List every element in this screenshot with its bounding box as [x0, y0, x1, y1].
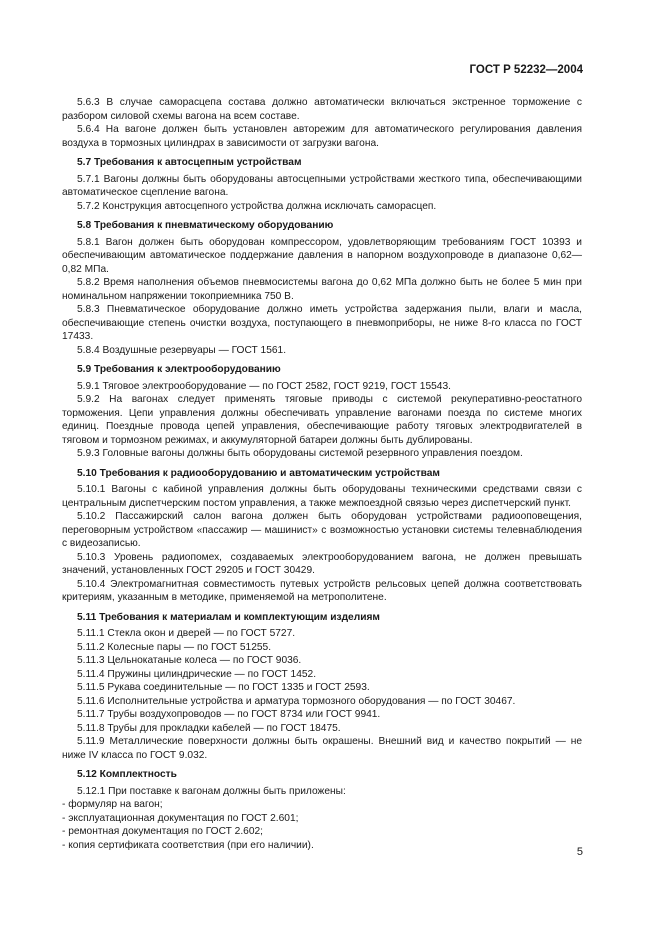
paragraph-5-6-4: 5.6.4 На вагоне должен быть установлен авторежим для автоматического регулирования давления воздуха в тормозных цилиндрах в зависимости от загрузки вагона. [62, 124, 582, 149]
page-number: 5 [576, 846, 583, 858]
paragraph-5-10-3: 5.10.3 Уровень радиопомех, создаваемых электрооборудованием вагона, не должен превышать значений, установленных ГОСТ 29205 и ГОСТ 30429. [62, 551, 582, 576]
paragraph-5-8-2: 5.8.2 Время наполнения объемов пневмосистемы вагона до 0,62 МПа должно быть не более 5 мин при номинальном напряжении токоприемника 750 В. [62, 277, 582, 302]
paragraph-5-10-4: 5.10.4 Электромагнитная совместимость путевых устройств рельсовых цепей должна соответствовать критериям, указанным в методике, применяемой на метрополитене. [62, 578, 582, 603]
paragraph-5-11-7: 5.11.7 Трубы воздухопроводов — по ГОСТ 8734 или ГОСТ 9941. [77, 709, 381, 720]
list-item: - ремонтная документация по ГОСТ 2.602; [62, 826, 263, 837]
paragraph-5-9-2: 5.9.2 На вагонах следует применять тяговые приводы с системой рекуперативно-реостатного торможения. Цепи управления должны обеспечивать управление вагонами поезда по системе многих единиц. Поездные провода цепей управления, обеспечивающие работу тяговых электродвигателей в тяговом и тормозном режимах, и аккумуляторной батареи должны быть дублированы. [62, 394, 582, 446]
paragraph-5-9-3: 5.9.3 Головные вагоны должны быть оборудованы системой резервного управления поездом. [77, 448, 523, 459]
paragraph-5-11-5: 5.11.5 Рукава соединительные — по ГОСТ 1335 и ГОСТ 2593. [77, 682, 370, 693]
section-heading-5-7: 5.7 Требования к автосцепным устройствам [77, 157, 302, 168]
section-heading-5-9: 5.9 Требования к электрооборудованию [77, 364, 281, 375]
paragraph-5-6-3: 5.6.3 В случае саморасцепа состава должно автоматически включаться экстренное торможение с разбором силовой схемы вагона на всем составе. [62, 97, 582, 122]
paragraph-5-11-8: 5.11.8 Трубы для прокладки кабелей — по ГОСТ 18475. [77, 722, 341, 734]
paragraph-5-11-1: 5.11.1 Стекла окон и дверей — по ГОСТ 5727. [77, 628, 296, 639]
paragraph-5-11-4: 5.11.4 Пружины цилиндрические — по ГОСТ 1452. [77, 668, 317, 680]
paragraph-5-12-1: 5.12.1 При поставке к вагонам должны быть приложены: [77, 785, 346, 797]
list-item: - формуляр на вагон; [62, 799, 163, 810]
paragraph-5-9-1: 5.9.1 Тяговое электрооборудование — по ГОСТ 2582, ГОСТ 9219, ГОСТ 15543. [77, 380, 451, 392]
paragraph-5-8-4: 5.8.4 Воздушные резервуары — ГОСТ 1561. [77, 344, 287, 356]
document-body [62, 96, 582, 852]
paragraph-5-11-2: 5.11.2 Колесные пары — по ГОСТ 51255. [77, 641, 272, 653]
section-heading-5-12: 5.12 Комплектность [77, 769, 177, 780]
paragraph-5-8-1: 5.8.1 Вагон должен быть оборудован компрессором, удовлетворяющим требованиям ГОСТ 10393 и обеспечивающим автоматическое поддержание давления в напорном воздухопроводе в диапазоне 0,62—0,82 МПа. [62, 236, 582, 275]
section-heading-5-10: 5.10 Требования к радиооборудованию и автоматическим устройствам [77, 467, 440, 479]
list-item: - копия сертификата соответствия (при его наличии). [62, 839, 314, 851]
section-heading-5-8: 5.8 Требования к пневматическому оборудованию [77, 220, 334, 231]
paragraph-5-11-9: 5.11.9 Металлические поверхности должны быть окрашены. Внешний вид и качество покрытий — не ниже IV класса по ГОСТ 9.032. [62, 736, 582, 761]
list-item: - эксплуатационная документация по ГОСТ 2.601; [62, 812, 299, 824]
paragraph-5-10-1: 5.10.1 Вагоны с кабиной управления должны быть оборудованы техническими средствами связи с центральным диспетчерским постом управления, а также межпоездной связью через диспетчерский пункт. [62, 484, 582, 509]
paragraph-5-11-3: 5.11.3 Цельнокатаные колеса — по ГОСТ 9036. [77, 655, 302, 666]
paragraph-5-7-2: 5.7.2 Конструкция автосцепного устройства должна исключать саморасцеп. [77, 200, 437, 212]
document-code-header: ГОСТ Р 52232—2004 [469, 64, 583, 76]
paragraph-5-10-2: 5.10.2 Пассажирский салон вагона должен быть оборудован устройствами радиооповещения, переговорным устройством «пассажир — машинист» с возможностью установки системы телевнаблюдения с видеозаписью. [62, 511, 582, 549]
paragraph-5-7-1: 5.7.1 Вагоны должны быть оборудованы автосцепными устройствами жесткого типа, обеспечивающими автоматическое сцепление вагона. [62, 173, 582, 198]
paragraph-5-11-6: 5.11.6 Исполнительные устройства и арматура тормозного оборудования — по ГОСТ 30467. [77, 695, 516, 707]
paragraph-5-8-3: 5.8.3 Пневматическое оборудование должно иметь устройства задержания пыли, влаги и масла, обеспечивающие степень очистки воздуха, поступающего в пневмоприборы, не ниже 8-го класса по ГОСТ 17433. [62, 304, 582, 342]
section-heading-5-11: 5.11 Требования к материалам и комплектующим изделиям [77, 611, 380, 623]
